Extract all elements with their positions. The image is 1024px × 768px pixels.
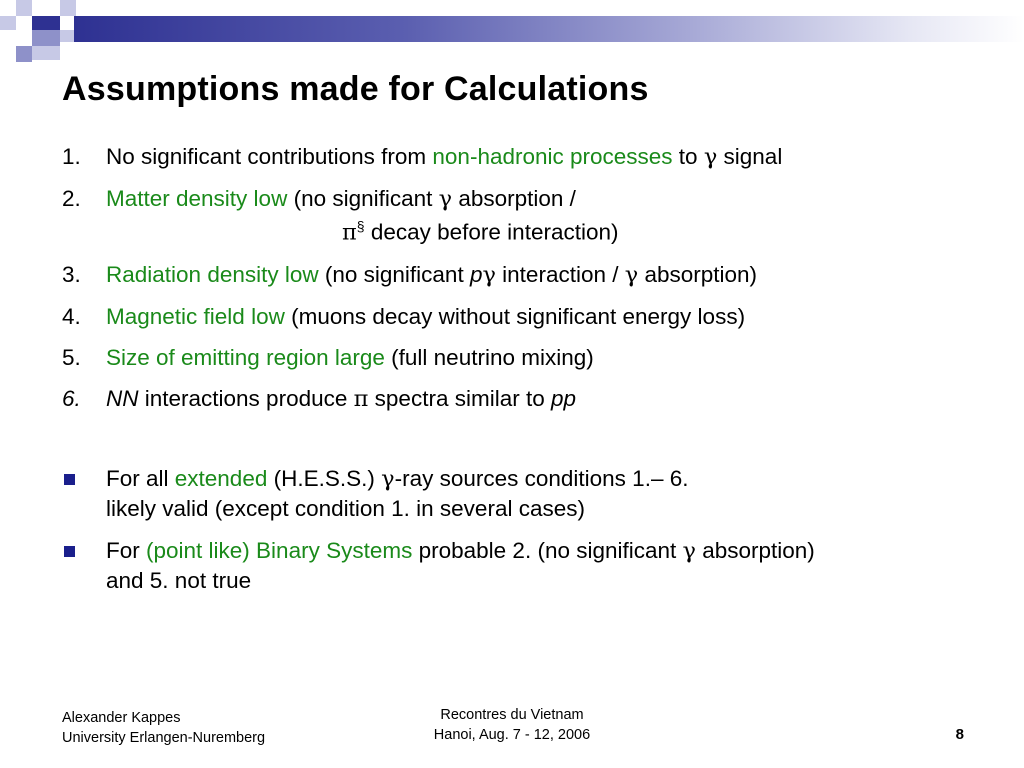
text-segment: interactions produce <box>138 385 354 411</box>
gamma-symbol: γ <box>682 538 696 564</box>
bullet-text <box>106 464 688 524</box>
footer-author: Alexander Kappes <box>62 710 181 726</box>
pi-symbol: π <box>353 385 369 412</box>
header-gradient-bar <box>74 16 1024 42</box>
text-segment: likely valid (except condition 1. in several cases) <box>106 496 585 521</box>
item-continuation <box>106 213 619 247</box>
text-segment: absorption) <box>638 261 758 287</box>
slide-title: Assumptions made for Calculations <box>62 70 649 108</box>
list-item <box>62 185 782 247</box>
highlight-text: extended <box>174 466 268 491</box>
deco-square <box>0 16 16 30</box>
text-segment: decay before interaction) <box>364 219 619 245</box>
list-item <box>62 143 782 171</box>
italic-text: p <box>469 261 483 287</box>
deco-square <box>32 46 60 60</box>
text-segment: No significant contributions from <box>106 144 433 169</box>
text-segment: probable 2. (no significant <box>412 538 683 563</box>
deco-square <box>16 46 32 62</box>
item-number: 2. <box>62 186 81 211</box>
footer-event-block <box>412 705 612 745</box>
text-segment: -ray sources conditions 1.– 6. <box>394 466 689 491</box>
text-segment: signal <box>717 144 783 169</box>
item-number: 5. <box>62 344 81 370</box>
text-segment: interaction / <box>495 261 625 287</box>
page-number: 8 <box>955 726 964 743</box>
footer-event-details: Hanoi, Aug. 7 - 12, 2006 <box>433 727 591 743</box>
conclusions-list <box>62 464 815 608</box>
list-item <box>62 261 782 289</box>
text-segment: (full neutrino mixing) <box>384 344 594 370</box>
deco-square <box>32 16 60 30</box>
bullet-item <box>62 464 815 524</box>
highlight-text: Radiation density low <box>106 261 319 287</box>
deco-square <box>60 0 76 16</box>
deco-square <box>16 0 32 16</box>
list-item <box>62 303 782 330</box>
item-number: 4. <box>62 303 81 329</box>
text-segment: absorption) <box>695 538 815 563</box>
list-item <box>62 344 782 371</box>
highlight-text: Size of emitting region large <box>106 344 385 370</box>
item-text <box>106 303 745 330</box>
footer-event: Recontres du Vietnam <box>440 707 584 723</box>
text-segment: (H.E.S.S.) <box>267 466 382 491</box>
assumptions-list <box>62 143 782 427</box>
text-segment: to <box>672 144 704 169</box>
text-segment: (no significant <box>318 261 470 287</box>
text-segment: For all <box>106 466 175 491</box>
italic-text: pp <box>550 385 577 411</box>
footer-author-block <box>62 708 265 748</box>
bullet-item <box>62 536 815 596</box>
item-text <box>106 344 594 371</box>
gamma-symbol: γ <box>703 144 718 170</box>
text-segment: absorption / <box>452 186 576 211</box>
text-segment: For <box>106 538 147 563</box>
list-item <box>62 385 782 413</box>
item-text <box>106 185 619 247</box>
item-text <box>106 143 782 171</box>
item-number: 6. <box>62 385 81 411</box>
text-segment: spectra similar to <box>368 385 551 411</box>
highlight-text: Magnetic field low <box>106 303 285 329</box>
text-segment: (no significant <box>287 186 439 211</box>
superscript: § <box>356 218 365 234</box>
pi-symbol: π <box>342 219 357 246</box>
highlight-text: Matter density low <box>106 186 288 211</box>
gamma-symbol: γ <box>624 261 639 288</box>
item-number: 1. <box>62 144 81 169</box>
bullet-square-icon <box>62 464 106 524</box>
highlight-text: non-hadronic processes <box>432 144 673 169</box>
bullet-text <box>106 536 815 596</box>
item-number: 3. <box>62 261 81 287</box>
item-text <box>106 261 757 289</box>
gamma-symbol: γ <box>381 466 395 492</box>
highlight-text: (point like) Binary Systems <box>146 538 413 563</box>
footer-affiliation: University Erlangen-Nuremberg <box>62 730 266 746</box>
deco-square <box>32 30 60 46</box>
text-segment: and 5. not true <box>106 568 252 593</box>
gamma-symbol: γ <box>438 186 453 212</box>
gamma-symbol: γ <box>482 261 496 288</box>
italic-text: NN <box>106 385 139 411</box>
item-text <box>106 385 576 413</box>
text-segment: (muons decay without significant energy loss) <box>284 303 746 329</box>
deco-square <box>60 30 74 42</box>
bullet-square-icon <box>62 536 106 596</box>
